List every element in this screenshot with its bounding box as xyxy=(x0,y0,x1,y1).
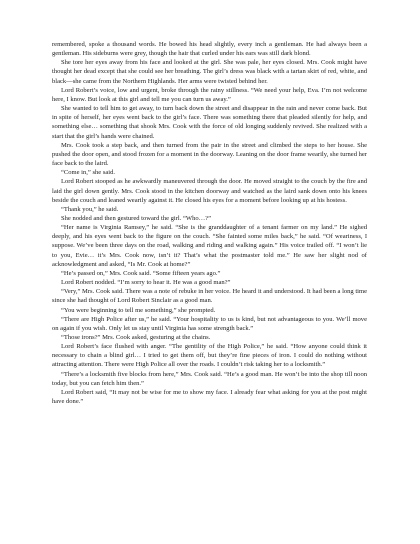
paragraph: “Thank you,” he said. xyxy=(61,205,119,213)
paragraph: Lord Robert said, “It may not be wise for me to show my face. I already fear what asking for you at the post might have done.” xyxy=(52,388,367,406)
paragraph: “Come in,” she said. xyxy=(61,169,115,177)
paragraph: “Those irons?” Mrs. Cook asked, gesturing at the chains. xyxy=(61,334,211,341)
paragraph: Lord Robert’s face flushed with anger. “The gentility of the High Police,” he said. “How anyone could think it necessary to chain a blind girl… I tried to get them off, but they’re fine pieces of iron. I could do nothing without attracting attention. There were High Police all over the roads. I couldn’t risk taking her to a locksmith.” xyxy=(52,343,367,369)
paragraph: “There’s a locksmith five blocks from here,” Mrs. Cook said. “He’s a good man. He won’t be into the shop till noon today, but you can fetch him then.” xyxy=(52,370,367,387)
paragraph: Mrs. Cook took a step back, and then turned from the pair in the street and climbed the steps to her house. She pushed the door open, and stood frozen for a moment in the doorway. Leaning on the door frame wearily, she turned her face back to the laird. xyxy=(52,141,367,168)
paragraph: She nodded and then gestured toward the girl. “Who…?” xyxy=(61,214,211,222)
paragraph: “You were beginning to tell me something,” she prompted. xyxy=(61,306,216,314)
paragraph: Lord Robert’s voice, low and urgent, broke through the rainy stillness. “We need your help, Eva. I’m not welcome here, I know. But look at this girl and tell me you can turn us away.” xyxy=(52,86,367,103)
book-page xyxy=(52,40,367,406)
paragraph: Lord Robert stooped as he awkwardly maneuvered through the door. He moved straight to the couch by the fire and laid the girl down gently. Mrs. Cook stood in the kitchen doorway and watched as the laird sank down onto his knees beside the couch and leaned wearily against it. He closed his eyes for a moment before looking up at his hostess. xyxy=(52,178,367,204)
paragraph: “Very,” Mrs. Cook said. There was a note of rebuke in her voice. He heard it and understood. It had been a long time since she had thought of Lord Robert Sinclair as a good man. xyxy=(52,288,367,305)
paragraph: “There are High Police after us,” he said. “Your hospitality to us is kind, but not advantageous to you. We’ll move on again if you wish. Only let us stay until Virginia has some strength back.” xyxy=(52,315,367,332)
paragraph: “Her name is Virginia Ramsey,” he said. “She is the granddaughter of a tenant farmer on my land.” He sighed deeply, and his eyes went back to the figure on the couch. “She fainted some miles back,” he said. “Of weariness, I suppose. We’ve been three days on the road, walking and riding and walking again.” His voice trailed off. “I won’t lie to you, Evie… it’s Mrs. Cook now, isn’t it? That’s what the postmaster told me.” He saw her slight nod of acknowledgment and asked, “Is Mr. Cook at home?” xyxy=(52,224,367,268)
paragraph: remembered, spoke a thousand words. He bowed his head slightly, every inch a gentleman. He had always been a gentleman. His sideburns were grey, though the hair that curled under his ears was still dark blond. xyxy=(52,41,367,58)
paragraph: She tore her eyes away from his face and looked at the girl. She was pale, her eyes closed. Mrs. Cook might have thought her dead except that she could see her breathing. The girl’s dress was black with a tartan skirt of red, white, and black—she came from the Northern Highlands. Her arms were twisted behind her. xyxy=(52,59,367,85)
paragraph: “He’s passed on,” Mrs. Cook said. “Some fifteen years ago.” xyxy=(61,269,221,277)
paragraph: Lord Robert nodded. “I’m sorry to hear it. He was a good man?” xyxy=(61,279,231,287)
paragraph: She wanted to tell him to get away, to turn back down the street and disappear in the rain and never come back. But in spite of herself, her eyes went back to the girl’s face. There was something there that pleaded silently for help, and something else… something that shook Mrs. Cook with the force of old longing suddenly revived. She realized with a start that the girl’s hands were chained. xyxy=(52,105,367,140)
